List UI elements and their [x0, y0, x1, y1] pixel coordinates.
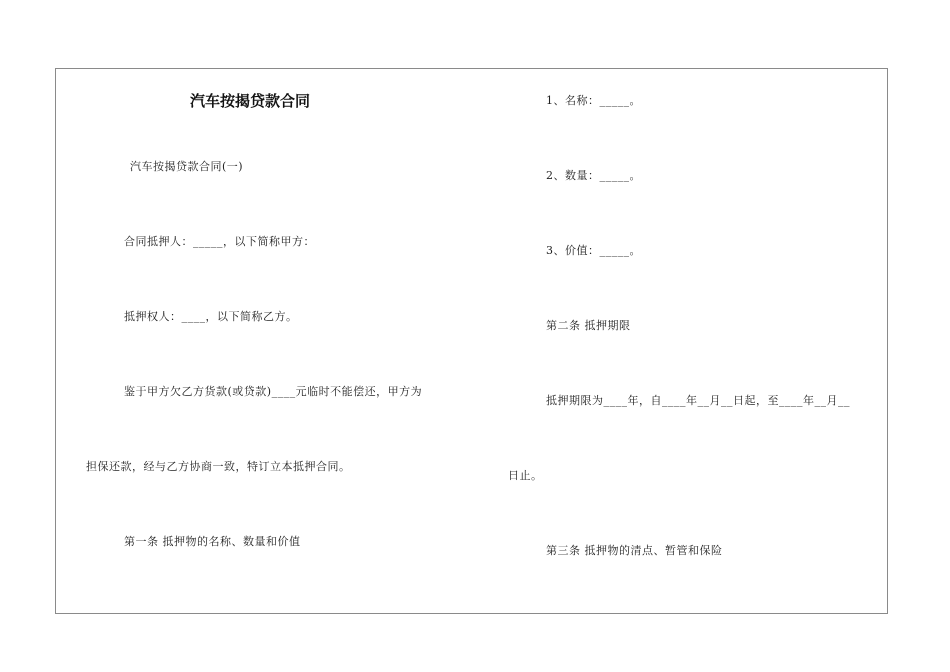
mortgagee-line: 抵押权人：____，以下简称乙方。 — [124, 310, 298, 323]
preamble-line-2: 担保还款，经与乙方协商一致，特订立本抵押合同。 — [86, 460, 351, 473]
preamble-line-1: 鉴于甲方欠乙方货款(或贷款)____元临时不能偿还，甲方为 — [124, 385, 423, 398]
article-3-heading: 第三条 抵押物的清点、暂管和保险 — [546, 544, 723, 557]
article-2-heading: 第二条 抵押期限 — [546, 319, 631, 332]
collateral-quantity-line: 2、数量：_____。 — [546, 169, 641, 182]
mortgage-period-line-2: 日止。 — [508, 469, 543, 482]
document-title: 汽车按揭贷款合同 — [190, 92, 311, 110]
article-1-heading: 第一条 抵押物的名称、数量和价值 — [124, 535, 301, 548]
collateral-value-line: 3、价值：_____。 — [546, 244, 641, 257]
contract-subtitle: 汽车按揭贷款合同(一) — [130, 160, 244, 173]
mortgagor-line: 合同抵押人：_____，以下简称甲方： — [124, 235, 315, 248]
document-page-frame — [55, 68, 888, 614]
collateral-name-line: 1、名称：_____。 — [546, 94, 641, 107]
mortgage-period-line-1: 抵押期限为____年，自____年__月__日起，至____年__月__ — [546, 394, 850, 407]
